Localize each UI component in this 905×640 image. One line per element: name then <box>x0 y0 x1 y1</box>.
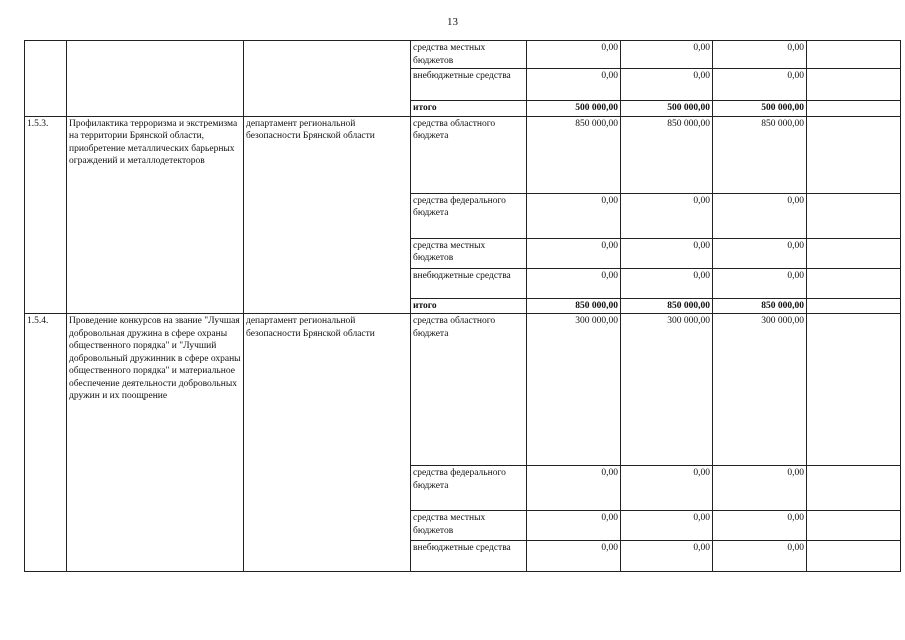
amount-cell: 0,00 <box>621 69 713 101</box>
source-label: средства местных бюджетов <box>411 511 527 541</box>
source-label: средства местных бюджетов <box>411 41 527 69</box>
table-row <box>25 41 901 69</box>
source-label: внебюджетные средства <box>411 268 527 298</box>
amount-cell: 0,00 <box>527 41 621 69</box>
empty-cell <box>807 193 901 238</box>
source-label: средства федерального бюджета <box>411 193 527 238</box>
empty-cell <box>807 314 901 466</box>
item-executor: департамент региональной безопасности Брянской области <box>244 116 411 314</box>
item-name <box>67 41 244 117</box>
table-row <box>25 116 901 193</box>
source-label: средства областного бюджета <box>411 314 527 466</box>
total-cell: 850 000,00 <box>527 298 621 314</box>
empty-cell <box>807 238 901 268</box>
source-label: внебюджетные средства <box>411 541 527 572</box>
amount-cell: 0,00 <box>713 193 807 238</box>
amount-cell: 0,00 <box>713 69 807 101</box>
amount-cell: 0,00 <box>621 466 713 511</box>
budget-table <box>24 40 901 572</box>
amount-cell: 0,00 <box>621 268 713 298</box>
source-label: средства местных бюджетов <box>411 238 527 268</box>
item-executor: департамент региональной безопасности Брянской области <box>244 314 411 572</box>
amount-cell: 0,00 <box>713 541 807 572</box>
amount-cell: 0,00 <box>713 238 807 268</box>
source-label: внебюджетные средства <box>411 69 527 101</box>
empty-cell <box>807 298 901 314</box>
source-label: итого <box>411 101 527 117</box>
amount-cell: 0,00 <box>621 238 713 268</box>
amount-cell: 0,00 <box>621 193 713 238</box>
empty-cell <box>807 268 901 298</box>
total-cell: 500 000,00 <box>527 101 621 117</box>
amount-cell: 0,00 <box>527 193 621 238</box>
page-number: 13 <box>447 16 458 28</box>
amount-cell: 300 000,00 <box>621 314 713 466</box>
item-name: Профилактика терроризма и экстремизма на территории Брянской области, приобретение металлических барьерных ограждений и металлодетекторов <box>67 116 244 314</box>
source-label: итого <box>411 298 527 314</box>
amount-cell: 0,00 <box>527 466 621 511</box>
table-row <box>25 314 901 466</box>
amount-cell: 0,00 <box>621 41 713 69</box>
empty-cell <box>807 69 901 101</box>
amount-cell: 0,00 <box>713 466 807 511</box>
amount-cell: 0,00 <box>527 511 621 541</box>
amount-cell: 850 000,00 <box>621 116 713 193</box>
amount-cell: 0,00 <box>713 41 807 69</box>
amount-cell: 0,00 <box>527 69 621 101</box>
empty-cell <box>807 116 901 193</box>
total-cell: 500 000,00 <box>713 101 807 117</box>
amount-cell: 300 000,00 <box>527 314 621 466</box>
total-cell: 500 000,00 <box>621 101 713 117</box>
amount-cell: 0,00 <box>621 511 713 541</box>
empty-cell <box>807 466 901 511</box>
empty-cell <box>807 511 901 541</box>
source-label: средства областного бюджета <box>411 116 527 193</box>
amount-cell: 0,00 <box>527 541 621 572</box>
amount-cell: 0,00 <box>713 511 807 541</box>
amount-cell: 850 000,00 <box>527 116 621 193</box>
source-label: средства федерального бюджета <box>411 466 527 511</box>
item-executor <box>244 41 411 117</box>
amount-cell: 850 000,00 <box>713 116 807 193</box>
item-code: 1.5.3. <box>25 116 67 314</box>
total-cell: 850 000,00 <box>621 298 713 314</box>
amount-cell: 0,00 <box>713 268 807 298</box>
amount-cell: 0,00 <box>621 541 713 572</box>
empty-cell <box>807 541 901 572</box>
item-code: 1.5.4. <box>25 314 67 572</box>
amount-cell: 300 000,00 <box>713 314 807 466</box>
item-name: Проведение конкурсов на звание "Лучшая добровольная дружина в сфере охраны общественного порядка" и "Лучший добровольный дружинник в сфере охраны общественного порядка" и материальное обеспечение деятельности добровольных дружин и их поощрение <box>67 314 244 572</box>
item-code <box>25 41 67 117</box>
total-cell: 850 000,00 <box>713 298 807 314</box>
amount-cell: 0,00 <box>527 238 621 268</box>
empty-cell <box>807 41 901 69</box>
empty-cell <box>807 101 901 117</box>
amount-cell: 0,00 <box>527 268 621 298</box>
